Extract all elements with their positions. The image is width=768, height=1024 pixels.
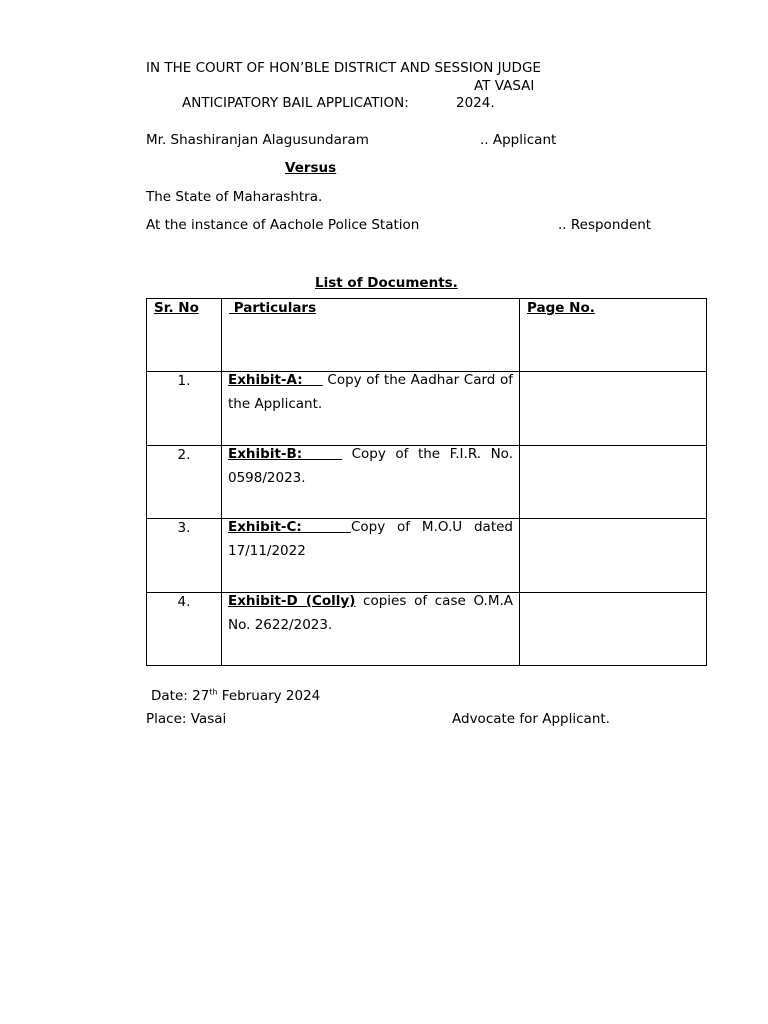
page-cell xyxy=(520,593,707,666)
sr-cell xyxy=(147,593,222,666)
application-label: ANTICIPATORY BAIL APPLICATION: xyxy=(182,95,409,111)
exhibit-description: Copy of M.O.U dated 17/11/2022 xyxy=(228,519,513,559)
particulars-cell xyxy=(222,593,520,666)
respondent-name: The State of Maharashtra. xyxy=(146,189,323,205)
exhibit-description: Copy of the F.I.R. No. 0598/2023. xyxy=(228,446,513,486)
date-rest: February 2024 xyxy=(217,688,321,704)
sr-cell xyxy=(147,372,222,446)
respondent-instance: At the instance of Aachole Police Station xyxy=(146,217,420,233)
date-line xyxy=(151,688,320,704)
exhibit-description: Copy of the Aadhar Card of the Applicant. xyxy=(228,372,513,412)
page-cell xyxy=(520,519,707,593)
particulars-text xyxy=(222,369,519,416)
versus-label: Versus xyxy=(285,160,337,176)
sr-number: 1. xyxy=(177,373,191,389)
applicant-name: Mr. Shashiranjan Alagusundaram xyxy=(146,132,369,148)
date-ordinal-suffix: th xyxy=(209,687,218,697)
header-cell-page xyxy=(520,299,707,372)
documents-title: List of Documents. xyxy=(315,275,458,291)
sr-number: 2. xyxy=(177,447,191,463)
sr-cell xyxy=(147,519,222,593)
page-cell xyxy=(520,446,707,519)
header-cell-particulars xyxy=(222,299,520,372)
date-prefix: Date: 27 xyxy=(151,688,210,704)
column-header-sr-no: Sr. No xyxy=(154,300,199,316)
sr-number: 4. xyxy=(177,594,191,610)
court-place: AT VASAI xyxy=(474,78,535,94)
table-header-row xyxy=(147,299,707,372)
documents-table xyxy=(146,298,707,666)
particulars-cell xyxy=(222,446,520,519)
exhibit-label: Exhibit-D (Colly) xyxy=(228,593,356,609)
particulars-cell xyxy=(222,519,520,593)
particulars-text xyxy=(222,516,519,563)
page-cell xyxy=(520,372,707,446)
column-header-page-no: Page No. xyxy=(527,300,595,316)
header-cell-sr xyxy=(147,299,222,372)
respondent-role: .. Respondent xyxy=(558,217,652,233)
signatory-line: Advocate for Applicant. xyxy=(452,711,610,727)
particulars-text xyxy=(222,443,519,490)
place-line: Place: Vasai xyxy=(146,711,227,727)
exhibit-label: Exhibit-B: xyxy=(228,446,343,462)
applicant-role: .. Applicant xyxy=(480,132,557,148)
sr-cell xyxy=(147,446,222,519)
table-row xyxy=(147,446,707,519)
application-year: 2024. xyxy=(456,95,495,111)
column-header-particulars: Particulars xyxy=(229,300,317,316)
exhibit-label: Exhibit-A: xyxy=(228,372,323,388)
exhibit-description: copies of case O.M.A No. 2622/2023. xyxy=(228,593,513,633)
court-heading: IN THE COURT OF HON’BLE DISTRICT AND SESSION JUDGE xyxy=(146,60,541,76)
table-row xyxy=(147,519,707,593)
particulars-text xyxy=(222,590,519,637)
exhibit-label: Exhibit-C: xyxy=(228,519,351,535)
sr-number: 3. xyxy=(177,520,191,536)
table-row xyxy=(147,593,707,666)
table-row xyxy=(147,372,707,446)
particulars-cell xyxy=(222,372,520,446)
